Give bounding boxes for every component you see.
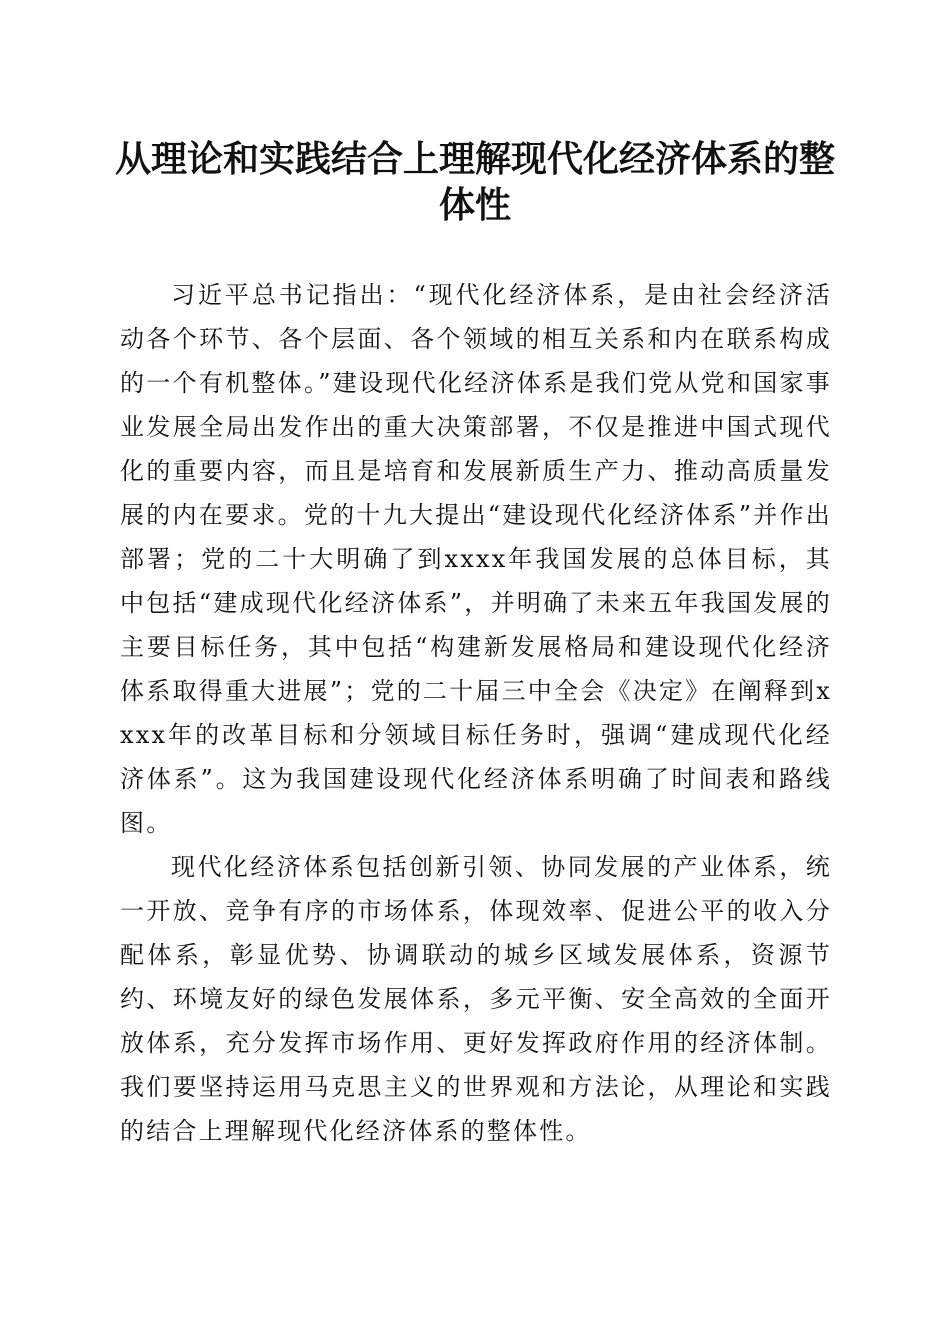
document-body [120,273,832,1153]
document-title: 从理论和实践结合上理解现代化经济体系的整体性 [114,138,835,226]
paragraph-1: 习近平总书记指出：“现代化经济体系，是由社会经济活动各个环节、各个层面、各个领域的相互关系和内在联系构成的一个有机整体。”建设现代化经济体系是我们党从党和国家事业发展全局出发作出的重大决策部署，不仅是推进中国式现代化的重要内容，而且是培育和发展新质生产力、推动高质量发展的内在要求。党的十九大提出“建设现代化经济体系”并作出部署；党的二十大明确了到xxxx年我国发展的总体目标，其中包括“建成现代化经济体系”，并明确了未来五年我国发展的主要目标任务，其中包括“构建新发展格局和建设现代化经济体系取得重大进展”；党的二十届三中全会《决定》在阐释到xxxx年的改革目标和分领域目标任务时，强调“建成现代化经济体系”。这为我国建设现代化经济体系明确了时间表和路线图。 [120,281,832,837]
paragraph-2: 现代化经济体系包括创新引领、协同发展的产业体系，统一开放、竞争有序的市场体系，体现效率、促进公平的收入分配体系，彰显优势、协调联动的城乡区域发展体系，资源节约、环境友好的绿色发展体系，多元平衡、安全高效的全面开放体系，充分发挥市场作用、更好发挥政府作用的经济体制。我们要坚持运用马克思主义的世界观和方法论，从理论和实践的结合上理解现代化经济体系的整体性。 [120,853,832,1145]
